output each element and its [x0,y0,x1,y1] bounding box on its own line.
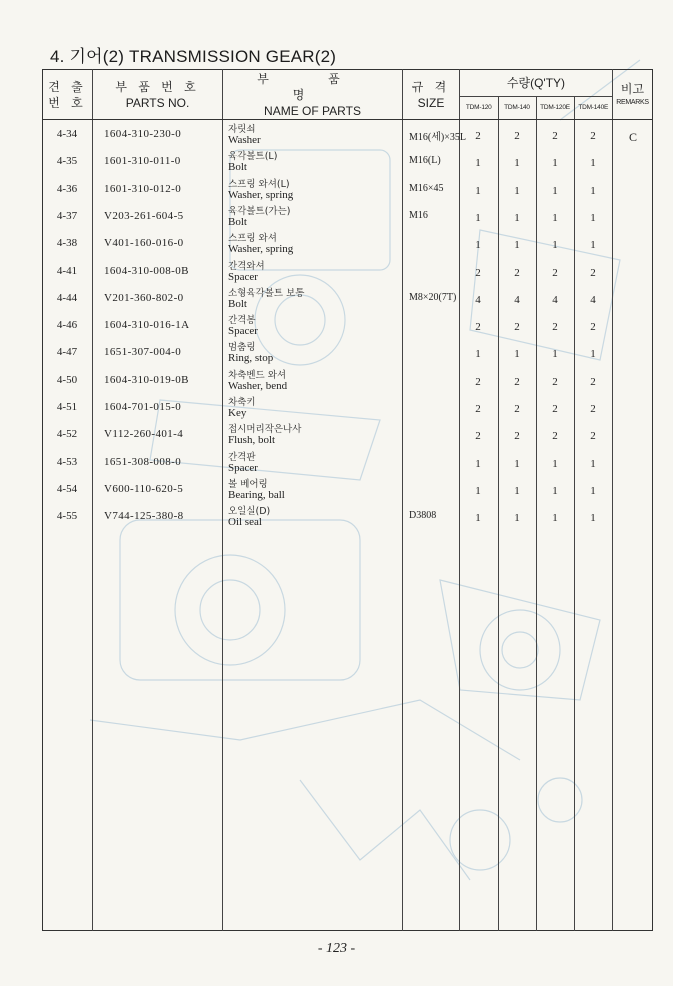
part-number: V600-110-620-5 [104,482,184,495]
qty-model-4: 2 [590,130,596,142]
qty-model-4: 2 [590,266,596,279]
qty-model-3: 1 [552,512,558,525]
qty-model-1: 1 [475,348,481,361]
part-name-kr: 육각볼트(가는) [228,205,291,217]
part-name-en: Bolt [228,297,247,310]
part-number: V201-360-802-0 [104,291,184,304]
part-name-kr: 자릿쇠 [228,124,256,135]
part-name-en: Oil seal [228,516,262,529]
part-name-kr: 스프링 와셔(L) [228,178,290,190]
qty-model-1: 1 [475,184,481,197]
qty-model-3: 1 [552,457,558,470]
qty-model-4: 4 [590,293,596,306]
table-row [42,147,652,174]
item-number: 4-46 [56,319,78,332]
model-3: TDM-120E [536,97,574,119]
table-row [42,284,652,311]
header-no [43,70,93,120]
table-row [42,120,652,147]
part-name-kr: 차축벤드 와셔 [228,369,287,381]
part-size: M16(세)×35L [409,132,466,143]
table-row [42,311,652,338]
qty-model-4: 1 [590,512,596,525]
qty-model-1: 4 [475,293,481,306]
qty-model-4: 2 [590,430,596,443]
qty-model-3: 1 [552,184,558,197]
qty-model-3: 2 [552,130,558,142]
qty-model-3: 2 [552,321,558,334]
qty-model-2: 2 [514,321,520,334]
part-name-kr: 접시머리작은나사 [228,424,302,436]
model-2: TDM-140 [498,97,536,119]
qty-model-1: 2 [475,403,481,415]
header-part-no [93,70,223,120]
qty-model-2: 2 [514,403,520,415]
table-row [42,338,652,365]
table-row [42,502,652,529]
part-size: M16 [409,209,428,221]
table-row [42,420,652,447]
part-name-en: Washer, bend [228,379,288,392]
qty-model-1: 1 [475,239,481,252]
remark: C [628,130,637,144]
header-part-no-kr: 부 품 번 호 [115,79,200,94]
part-number: V401-160-016-0 [104,237,184,250]
qty-model-1: 1 [475,211,481,224]
header-no-kr: 견 출 [48,79,87,94]
part-number: 1604-310-016-1A [104,319,190,332]
qty-model-2: 1 [514,457,520,470]
page-number: - 123 - [317,941,356,956]
table-row [42,175,652,202]
qty-model-1: 2 [475,321,481,334]
item-number: 4-54 [56,482,78,495]
part-size: D3808 [409,510,437,522]
qty-model-4: 1 [590,184,596,197]
part-number: 1604-701-015-0 [104,401,182,413]
qty-model-1: 2 [475,375,481,388]
part-name-en: Ring, stop [228,352,274,365]
header-qty-label: 수량(Q'TY) [460,70,612,97]
part-number: 1604-310-019-0B [104,373,189,386]
qty-model-4: 2 [590,375,596,388]
part-size: M16×45 [409,182,444,194]
qty-model-2: 2 [514,130,520,142]
parts-rows [42,120,652,540]
qty-model-2: 1 [514,157,520,170]
header-name-kr: 부 품 명 [257,71,368,102]
part-name-kr: 간격판 [228,451,256,463]
part-name-en: Spacer [228,461,258,474]
item-number: 4-44 [56,291,78,304]
table-row [42,475,652,502]
item-number: 4-35 [56,155,78,168]
qty-model-2: 1 [514,239,520,252]
qty-model-4: 1 [590,157,596,170]
part-name-kr: 스프링 와셔 [228,233,277,245]
part-number: V203-261-604-5 [104,209,184,222]
qty-model-4: 1 [590,457,596,470]
item-number: 4-50 [56,373,78,386]
qty-model-2: 1 [514,484,520,497]
header-size [403,70,460,120]
part-number: 1604-310-230-0 [104,128,182,140]
part-name-kr: 볼 베어링 [228,478,268,490]
qty-model-3: 2 [552,375,558,388]
qty-model-3: 4 [552,293,558,306]
part-name-kr: 멈춤링 [228,342,256,354]
part-name-en: Washer [228,134,261,146]
model-4: TDM-140E [578,104,609,111]
part-size: M8×20(7T) [409,291,457,303]
part-name-en: Washer, spring [228,243,294,256]
table-row [42,202,652,229]
item-number: 4-53 [56,455,78,468]
part-name-kr: 소형육각볼트 보통 [228,287,305,299]
part-name-kr: 간격와셔 [228,260,265,272]
qty-model-1: 2 [475,266,481,279]
qty-model-1: 1 [475,484,481,497]
part-number: V744-125-380-8 [104,510,184,523]
item-number: 4-52 [56,428,78,441]
qty-model-1: 1 [475,157,481,170]
part-number: 1604-310-008-0B [104,264,189,277]
part-name-en: Bolt [228,161,247,174]
header-size-en: SIZE [417,95,445,110]
header-part-no-en: PARTS NO. [125,95,190,110]
qty-model-3: 1 [552,239,558,252]
header-qty [460,70,613,120]
qty-model-2: 1 [514,184,520,197]
table-row [42,366,652,393]
item-number: 4-47 [56,346,78,359]
header-size-kr: 규 격 [411,79,451,94]
qty-model-3: 2 [552,266,558,279]
item-number: 4-38 [56,237,78,250]
qty-model-2: 2 [514,430,520,443]
qty-model-2: 1 [514,348,520,361]
qty-model-3: 2 [552,430,558,443]
part-name-en: Flush, bolt [228,434,276,447]
table-row [42,393,652,420]
qty-model-3: 1 [552,211,558,224]
item-number: 4-41 [56,264,78,277]
model-1: TDM-120 [460,97,498,119]
item-number: 4-34 [56,128,78,140]
qty-model-2: 2 [514,375,520,388]
qty-model-1: 2 [475,430,481,443]
qty-model-2: 1 [514,512,520,525]
part-name-en: Washer, spring [228,188,294,201]
header-remarks [613,70,653,120]
qty-model-2: 2 [514,266,520,279]
item-number: 4-37 [56,209,78,222]
part-name-kr: 차축키 [228,397,256,408]
qty-model-3: 1 [552,348,558,361]
part-name-kr: 간격봉 [228,315,256,327]
qty-model-4: 1 [590,348,596,361]
qty-model-1: 1 [475,512,481,525]
header-no-kr2: 번 호 [48,95,87,110]
qty-model-4: 1 [590,211,596,224]
table-row [42,257,652,284]
qty-model-4: 1 [590,239,596,252]
header-name [223,70,403,120]
model-header-table [460,97,612,119]
header-remarks-kr: 비고 [620,81,645,96]
part-name-en: Bolt [228,215,247,228]
part-name-en: Spacer [228,325,258,338]
table-row [42,229,652,256]
part-number: 1651-307-004-0 [104,346,182,359]
header-name-en: NAME OF PARTS [264,103,361,118]
part-name-en: Spacer [228,270,258,283]
part-number: 1601-310-011-0 [104,155,181,168]
qty-model-1: 2 [475,130,481,142]
qty-model-3: 2 [552,403,558,415]
part-name-en: Key [228,407,247,419]
qty-model-2: 1 [514,211,520,224]
part-number: V112-260-401-4 [104,428,184,441]
item-number: 4-55 [56,510,78,523]
header-remarks-en: REMARKS [616,98,649,106]
qty-model-4: 2 [590,321,596,334]
page-title: 4. 기어(2) TRANSMISSION GEAR(2) [50,47,337,66]
qty-model-1: 1 [475,457,481,470]
part-number: 1651-308-008-0 [104,455,182,468]
part-name-kr: 육각볼트(L) [228,151,278,163]
qty-model-4: 2 [590,403,596,415]
qty-model-3: 1 [552,484,558,497]
part-number: 1601-310-012-0 [104,182,182,195]
qty-model-4: 1 [590,484,596,497]
qty-model-3: 1 [552,157,558,170]
part-name-kr: 오일실(D) [228,506,271,518]
qty-model-2: 4 [514,293,520,306]
item-number: 4-36 [56,182,78,195]
item-number: 4-51 [56,401,78,413]
table-row [42,448,652,475]
part-size: M16(L) [409,155,441,167]
part-name-en: Bearing, ball [228,488,285,501]
